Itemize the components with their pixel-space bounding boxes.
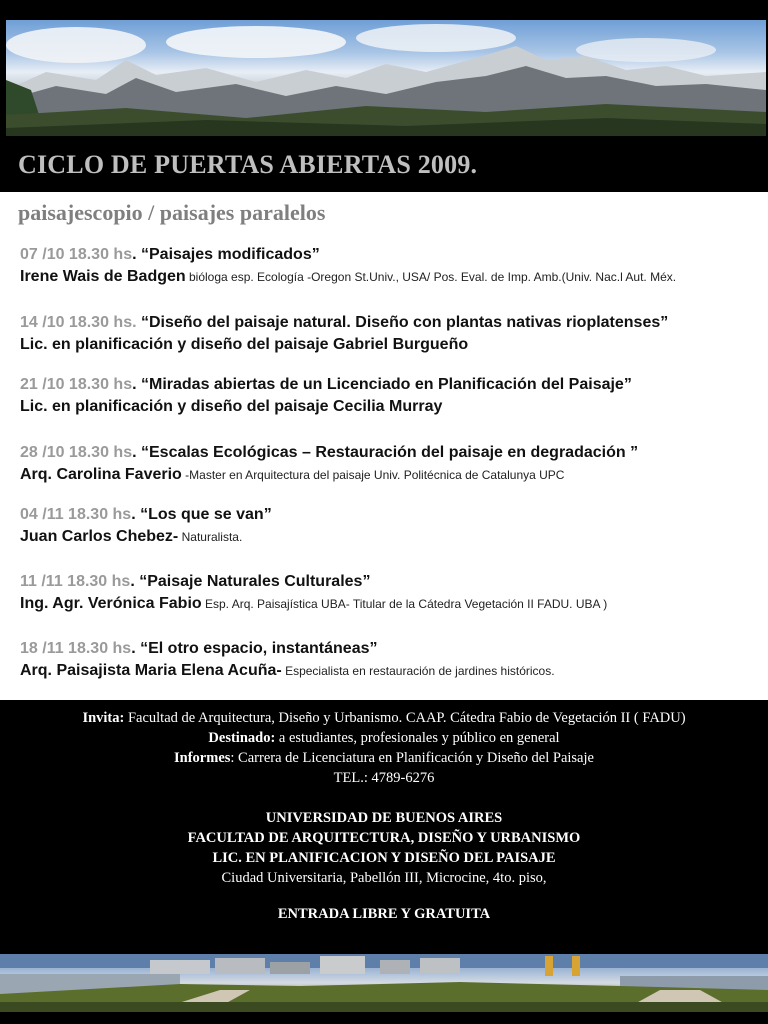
event-speaker-desc: Especialista en restauración de jardines históricos.	[281, 664, 555, 678]
event-speaker-desc: Esp. Arq. Paisajística UBA- Titular de la Cátedra Vegetación II FADU. UBA )	[201, 597, 608, 611]
invita-text: Facultad de Arquitectura, Diseño y Urbanismo. CAAP. Cátedra Fabio de Vegetación II ( FADU)	[124, 710, 686, 726]
event-date: 21 /10 18.30 hs	[20, 376, 133, 393]
event-talk-title: “Diseño del paisaje natural. Diseño con plantas nativas rioplatenses”	[136, 314, 669, 331]
mountain-panorama-image	[6, 20, 766, 136]
program-panel	[0, 192, 768, 700]
event-date: 28 /10 18.30 hs	[20, 444, 133, 461]
coastal-panorama-image	[0, 954, 768, 1012]
event-speaker-desc: Naturalista.	[178, 530, 243, 544]
event-item	[20, 312, 765, 356]
event-speaker: Irene Wais de Badgen	[20, 268, 186, 285]
event-item	[20, 571, 765, 615]
event-item	[20, 638, 765, 682]
event-item	[20, 244, 765, 288]
event-speaker: Ing. Agr. Verónica Fabio	[20, 595, 202, 612]
event-date-sep: .	[132, 246, 137, 263]
location-text: Ciudad Universitaria, Pabellón III, Microcine, 4to. piso,	[221, 870, 547, 886]
faculty-name: FACULTAD DE ARQUITECTURA, DISEÑO Y URBANISMO	[187, 830, 581, 846]
destinado-label: Destinado:	[208, 730, 276, 746]
event-date-sep: .	[132, 376, 137, 393]
event-speaker-desc: -Master en Arquitectura del paisaje Univ. Politécnica de Catalunya UPC	[181, 468, 565, 482]
event-date: 04 /11 18.30 hs	[20, 506, 132, 523]
event-talk-title: “Paisajes modificados”	[136, 246, 320, 263]
university-name: UNIVERSIDAD DE BUENOS AIRES	[265, 810, 503, 826]
event-date: 11 /11 18.30 hs	[20, 573, 131, 590]
event-date-sep: .	[131, 506, 136, 523]
footer-info	[0, 700, 768, 924]
event-speaker: Arq. Paisajista Maria Elena Acuña-	[20, 662, 282, 679]
program-subtitle: paisajescopio / paisajes paralelos	[18, 200, 326, 225]
event-item	[20, 504, 765, 548]
event-speaker: Arq. Carolina Faverio	[20, 466, 182, 483]
event-date: 18 /11 18.30 hs	[20, 640, 132, 657]
event-date-sep: .	[131, 640, 136, 657]
event-item	[20, 374, 765, 418]
event-date: 14 /10 18.30 hs.	[20, 314, 137, 331]
event-speaker: Lic. en planificación y diseño del paisaje Gabriel Burgueño	[20, 336, 469, 353]
event-speaker-desc: bióloga esp. Ecología -Oregon St.Univ., USA/ Pos. Eval. de Imp. Amb.(Univ. Nac.l Aut. Méx.	[185, 270, 677, 284]
page-title: CICLO DE PUERTAS ABIERTAS 2009.	[18, 150, 478, 179]
event-speaker: Lic. en planificación y diseño del paisaje Cecilia Murray	[20, 398, 443, 415]
event-date-sep: .	[130, 573, 135, 590]
informes-label: Informes	[174, 750, 231, 766]
free-entry-notice: ENTRADA LIBRE Y GRATUITA	[277, 906, 491, 922]
event-talk-title: “Los que se van”	[135, 506, 272, 523]
event-speaker: Juan Carlos Chebez-	[20, 528, 179, 545]
destinado-text: a estudiantes, profesionales y público en general	[275, 730, 560, 746]
event-talk-title: “Escalas Ecológicas – Restauración del paisaje en degradación ”	[136, 444, 639, 461]
event-item	[20, 442, 765, 486]
event-date-sep: .	[132, 444, 137, 461]
event-talk-title: “Miradas abiertas de un Licenciado en Planificación del Paisaje”	[136, 376, 632, 393]
event-talk-title: “Paisaje Naturales Culturales”	[134, 573, 371, 590]
event-date: 07 /10 18.30 hs	[20, 246, 133, 263]
event-talk-title: “El otro espacio, instantáneas”	[135, 640, 378, 657]
phone-number: TEL.: 4789-6276	[333, 770, 435, 786]
informes-text: : Carrera de Licenciatura en Planificación y Diseño del Paisaje	[230, 750, 594, 766]
career-name: LIC. EN PLANIFICACION Y DISEÑO DEL PAISAJE	[212, 850, 556, 866]
invita-label: Invita:	[82, 710, 125, 726]
